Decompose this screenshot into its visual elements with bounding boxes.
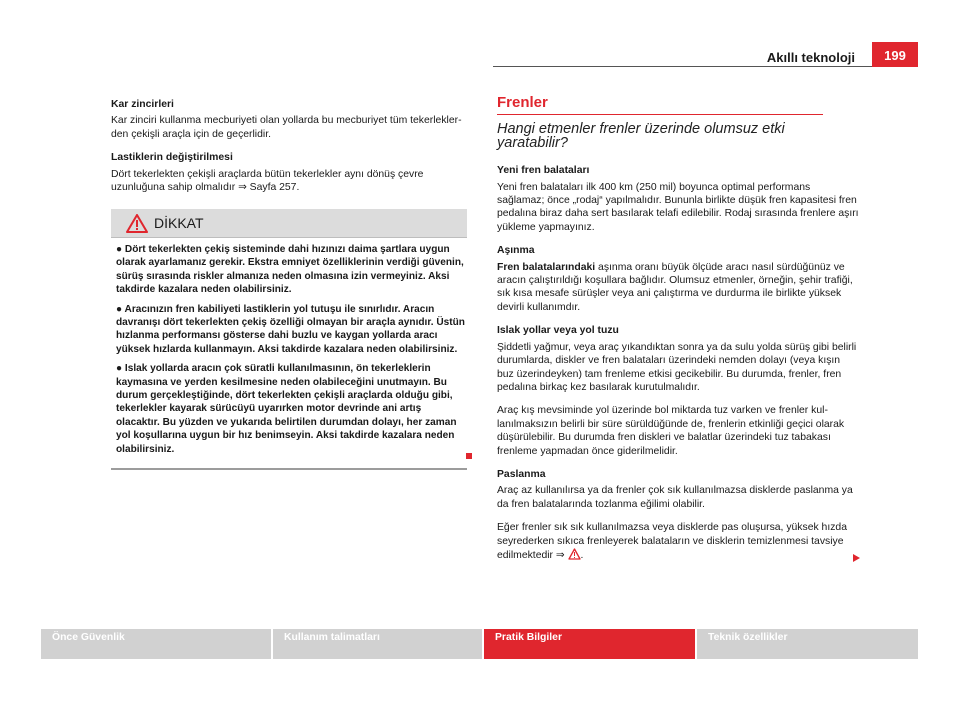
road-salt-text: Araç kış mevsiminde yol üzerinde bol miktarda tuz varken ve frenler kullanılmaksızın belirli bir süre sürüldüğünde de, frenlerin etkinliği geçici olarak düşürülebilir. Bu durumda fren diskleri ve balatlar üzerindeki tuz tabakası frenleme yapmadan önce giderilmelidir. bbox=[497, 405, 845, 457]
warning-header bbox=[111, 209, 467, 237]
continue-arrow-icon bbox=[853, 549, 860, 567]
cleaning-text bbox=[497, 521, 859, 564]
wear-heading: Aşınma bbox=[497, 245, 535, 257]
left-column bbox=[111, 98, 471, 204]
warning-body bbox=[111, 237, 467, 470]
section-title-rule bbox=[497, 114, 823, 115]
warning-title: DİKKAT bbox=[154, 215, 204, 231]
tab-safety[interactable]: Önce Güvenlik bbox=[41, 629, 271, 659]
warning-item: ● Aracınızın fren kabiliyeti lastiklerin yol tutuşu ile sınırlıdır. Aracın davranışı dört tekerlekten çekiş özelliği olmayan bir araçla aynıdır. Üstün hızlanma performansı gösterse dahi buzlu ve kaygan yollarda aracı yüksek hızlarda kullanmayın. Aksi takdirde kazalara neden olabilirsiniz. bbox=[116, 303, 465, 355]
cleaning-body: Eğer frenler sık sık kullanılmazsa veya disklerde pas oluşursa, yüksek hızda seyrederken sıkıca frenleyerek balataların ve disklerin temizlenmesi tavsiye edilmektedir ⇒ bbox=[497, 522, 847, 561]
warning-item: ● Islak yollarda aracın çok süratli kullanılmasının, ön tekerleklerin kaymasına ve yerden kesilmesine neden olabileceğini unutmayın. Bu durum gerçekleştiğinde, dört tekerlekten çekişli araçlarda olduğu gibi, tekerlekler kayarak sürücüyü uyarırken motor devrinde ani artış olacaktır. Bu yüzden ve yukarıda belirtilen durumdan dolayı, her zaman yol koşullarına uygun bir hız benimseyin. Aksi takdirde kazalara neden olabilirsiniz. bbox=[116, 363, 457, 455]
tab-operation[interactable]: Kullanım talimatları bbox=[273, 629, 482, 659]
wear-body: aşınma oranı büyük ölçüde aracı nasıl sürdüğünüz ve aracın çalıştırıldığı koşullara bağlıdır. Olumsuz etmenler, örneğin, şehir trafiği, sık kısa mesafe sürüşler veya ani çalıştırma ve durdurma ile birlikte yüksek devirli kullanımdır. bbox=[497, 261, 853, 313]
snow-chains-text: Kar zinciri kullanma mecburiyeti olan yollarda bu mecburiyet tüm tekerleklerden çekişli araçla için de geçerlidir. bbox=[111, 115, 462, 140]
footer-tab-bar bbox=[41, 629, 918, 659]
running-header-title: Akıllı teknoloji bbox=[766, 50, 855, 65]
header-rule bbox=[493, 66, 918, 67]
right-column bbox=[497, 96, 859, 574]
wear-text bbox=[497, 261, 859, 315]
page-number: 199 bbox=[872, 42, 918, 67]
rust-text: Araç az kullanılırsa ya da frenler çok sık kullanılmazsa disklerde paslanma ya da fren balatalarında tozlanma eğilimi olabilir. bbox=[497, 485, 853, 510]
wet-roads-heading: Islak yollar veya yol tuzu bbox=[497, 325, 619, 337]
end-of-section-marker bbox=[466, 453, 472, 459]
section-question: Hangi etmenler frenler üzerinde olumsuz etki yaratabilir? bbox=[497, 121, 785, 151]
rust-heading: Paslanma bbox=[497, 468, 546, 480]
tab-technical-data[interactable]: Teknik özellikler bbox=[697, 629, 918, 659]
new-pads-heading: Yeni fren balataları bbox=[497, 165, 590, 177]
section-title: Frenler bbox=[497, 94, 548, 111]
cleaning-tail: . bbox=[580, 549, 584, 561]
new-pads-text: Yeni fren balataları ilk 400 km (250 mil) boyunca optimal performans sağlamaz; önce „rodaj“ yapılmalıdır. Bununla birlikte düşük fren kapasitesi fren pedalına biraz daha sert basılarak telafi edilebilir. Rodaj sırasında frenlere aşırı yükleme yapmayınız. bbox=[497, 181, 859, 233]
tire-change-heading: Lastiklerin değiştirilmesi bbox=[111, 152, 233, 164]
warning-box bbox=[111, 209, 467, 462]
wear-lead: Fren balatalarındaki bbox=[497, 261, 596, 273]
wet-roads-text: Şiddetli yağmur, veya araç yıkandıktan sonra ya da sulu yolda sürüş gibi belirli durumlarda, diskler ve fren balataları üzerindeki nemden dolayı (veya kışın buz üzerindeyken) tam frenleme etkisi gecikebilir. Bu durumda, frenler, fren pedalına birkaç kez basılarak kurutulmalıdır. bbox=[497, 341, 857, 393]
tire-change-text: Dört tekerlekten çekişli araçlarda bütün tekerlekler aynı dönüş çevre uzunluğuna sahip olmalıdır ⇒ Sayfa 257. bbox=[111, 168, 424, 194]
warning-item: ● Dört tekerlekten çekiş sisteminde dahi hızınızı daima şartlara uygun olarak ayarlamanız gerekir. Ekstra emniyet özelliklerinin verdiği güvenin, sürüş sırasında riskler almanıza neden olmasına izin vermeyiniz. Aksi takdirde kazalara neden olabilirsiniz. bbox=[116, 244, 464, 296]
tab-practical-info[interactable]: Pratik Bilgiler bbox=[484, 629, 695, 659]
warning-reference-icon[interactable] bbox=[568, 548, 581, 564]
warning-triangle-icon bbox=[126, 214, 148, 238]
snow-chains-heading: Kar zincirleri bbox=[111, 99, 174, 110]
